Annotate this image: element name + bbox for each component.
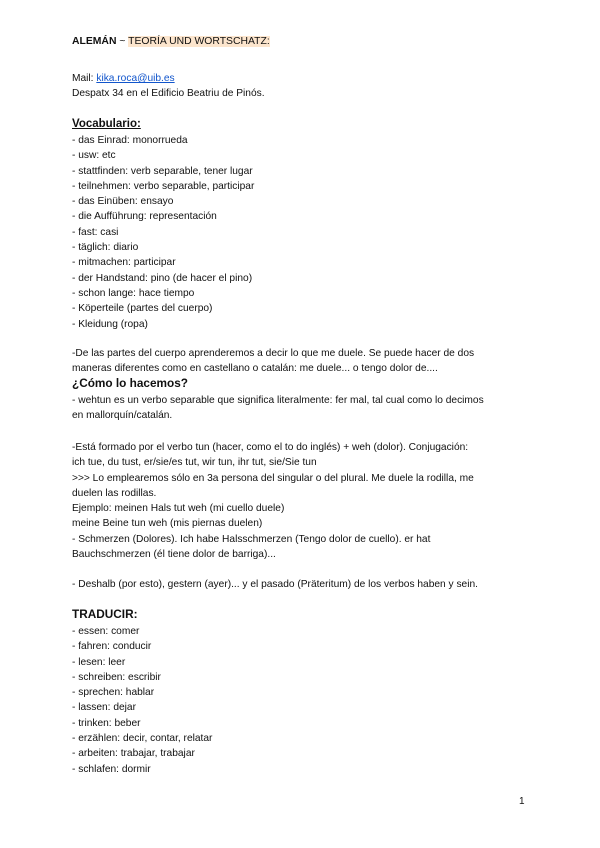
mail-label: Mail: (72, 73, 97, 84)
paragraph-line: Ejemplo: meinen Hals tut weh (mi cuello duele) (72, 503, 285, 515)
list-item: - das Einüben: ensayo (72, 196, 174, 208)
page-number: 1 (519, 796, 525, 807)
list-item: - essen: comer (72, 626, 140, 637)
list-item: - fahren: conducir (72, 641, 152, 653)
list-item: - die Aufführung: representación (72, 211, 217, 223)
paragraph-line: - Deshalb (por esto), gestern (ayer)... y el pasado (Präteritum) de los verbos haben y sein. (72, 579, 478, 590)
paragraph-line: >>> Lo emplearemos sólo en 3a persona del singular o del plural. Me duele la rodilla, me (72, 472, 474, 484)
list-item: - sprechen: hablar (72, 687, 155, 699)
paragraph-line: -De las partes del cuerpo aprenderemos a decir lo que me duele. Se puede hacer de dos (72, 348, 475, 359)
list-item: - schon lange: hace tiempo (72, 287, 195, 299)
list-item: - usw: etc (72, 150, 116, 162)
vocabulario-heading: Vocabulario: (72, 118, 141, 130)
title-highlight: TEORÍA UND WORTSCHATZ: (128, 36, 270, 47)
explanation-block (72, 440, 474, 562)
list-item: - mitmachen: participar (72, 257, 176, 269)
mail-link[interactable]: kika.roca@uib.es (96, 73, 175, 84)
list-item: - fast: casi (72, 226, 119, 238)
mail-line (72, 71, 175, 86)
list-item: - lassen: dejar (72, 702, 136, 714)
document-title (72, 34, 270, 49)
list-item: - Kleidung (ropa) (72, 318, 148, 330)
list-item: - arbeiten: trabajar, trabajar (72, 748, 195, 760)
title-separator: ~ (116, 36, 129, 47)
traducir-heading: TRADUCIR: (72, 607, 138, 621)
list-item: - teilnehmen: verbo separable, participar (72, 180, 255, 192)
list-item: - der Handstand: pino (de hacer el pino) (72, 272, 253, 284)
list-item: - das Einrad: monorrueda (72, 135, 188, 146)
office-line: Despatx 34 en el Edificio Beatriu de Pinós. (72, 88, 265, 99)
paragraph-line: meine Beine tun weh (mis piernas duelen) (72, 518, 263, 530)
paragraph-line: Bauchschmerzen (él tiene dolor de barriga)... (72, 549, 276, 561)
paragraph-line: -Está formado por el verbo tun (hacer, como el to do inglés) + weh (dolor). Conjugación: (72, 442, 469, 453)
vocabulario-list (72, 133, 254, 332)
list-item: - stattfinden: verb separable, tener lugar (72, 165, 253, 177)
list-item: - schreiben: escribir (72, 671, 161, 683)
list-item: - schlafen: dormir (72, 763, 151, 775)
paragraph-line: - wehtun es un verbo separable que significa literalmente: fer mal, tal cual como lo decimos (72, 395, 484, 406)
paragraph-line: ich tue, du tust, er/sie/es tut, wir tun, ihr tut, sie/Sie tun (72, 457, 317, 469)
paragraph-line: en mallorquín/catalán. (72, 410, 173, 421)
title-bold: ALEMÁN (72, 36, 117, 47)
paragraph-line: maneras diferentes como en castellano o catalán: me duele... o tengo dolor de.... (72, 363, 438, 374)
como-heading: ¿Cómo lo hacemos? (72, 376, 189, 390)
list-item: - lesen: leer (72, 656, 126, 668)
list-item: - trinken: beber (72, 717, 141, 729)
paragraph-line: duelen las rodillas. (72, 487, 157, 499)
paragraph-line: - Schmerzen (Dolores). Ich habe Halsschmerzen (Tengo dolor de cuello). er hat (72, 533, 431, 545)
list-item: - erzählen: decir, contar, relatar (72, 733, 213, 745)
list-item: - Köperteile (partes del cuerpo) (72, 303, 213, 315)
list-item: - täglich: diario (72, 242, 139, 254)
traducir-list (72, 624, 212, 777)
